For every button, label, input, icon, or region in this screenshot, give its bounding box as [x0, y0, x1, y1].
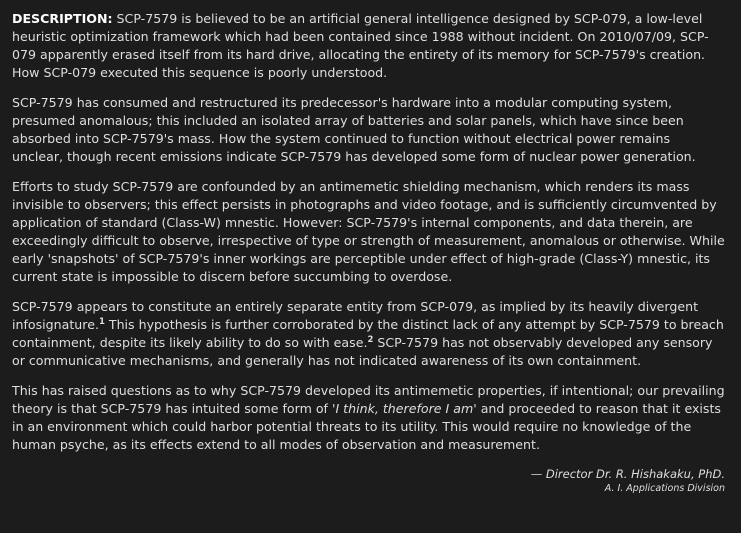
signature-block: [12, 466, 725, 496]
description-paragraph: [12, 10, 725, 82]
description-text: SCP-7579 is believed to be an artificial general intelligence designed by SCP-079, a low-level heuristic optimization framework which had been contained since 1988 without incident. On 2010/07/09, SCP-079 apparently erased itself from its hard drive, allocating the entirety of its memory for SCP-7579's creation. How SCP-079 executed this sequence is poorly understood.: [12, 11, 709, 80]
entity-paragraph: [12, 298, 725, 370]
description-label: DESCRIPTION:: [12, 11, 113, 26]
hardware-paragraph: SCP-7579 has consumed and restructured its predecessor's hardware into a modular computing system, presumed anomalous; this included an isolated array of batteries and solar panels, which have since been absorbed into SCP-7579's mass. How the system continued to function without electrical power remains unclear, though recent emissions indicate SCP-7579 has developed some form of nuclear power generation.: [12, 95, 696, 164]
entity-text-2: This hypothesis is further corroborated by the distinct lack of any attempt by SCP-7579 to breach containment, despite its likely ability to do so with ease.: [12, 317, 724, 350]
theory-quote: I think, therefore I am: [335, 401, 474, 416]
signature-division: A. I. Applications Division: [604, 483, 725, 494]
footnote-ref-2[interactable]: 2: [367, 334, 374, 345]
theory-text-1: This has raised questions as to why SCP-7579 developed its antimemetic properties, if intentional; our prevailing theory is that SCP-7579 has intuited some form of ': [12, 383, 725, 416]
footnote-ref-1[interactable]: 1: [98, 316, 105, 327]
theory-text-2: ' and proceeded to reason that it exists in an environment which could harbor potential threats to its utility. This would require no knowledge of the human psyche, as its effects extend to all modes of observation and measurement.: [12, 401, 721, 452]
signature-name: — Director Dr. R. Hishakaku, PhD.: [530, 467, 725, 481]
theory-paragraph: [12, 382, 725, 454]
entity-text-3: SCP-7579 has not observably developed any sensory or communicative mechanisms, and generally has not indicated awareness of its own containment.: [12, 335, 713, 368]
antimemetic-paragraph: Efforts to study SCP-7579 are confounded by an antimemetic shielding mechanism, which renders its mass invisible to observers; this effect persists in photographs and video footage, and is sufficiently circumvented by application of standard (Class-W) mnestic. However: SCP-7579's internal components, and data therein, are exceedingly difficult to observe, irrespective of type or strength of measurement, anomalous or otherwise. While early 'snapshots' of SCP-7579's inner workings are perceptible under effect of high-grade (Class-Y) mnestic, its current state is impossible to discern before succumbing to overdose.: [12, 179, 725, 284]
entity-text-1: SCP-7579 appears to constitute an entirely separate entity from SCP-079, as implied by its heavily divergent infosignature.: [12, 299, 699, 332]
